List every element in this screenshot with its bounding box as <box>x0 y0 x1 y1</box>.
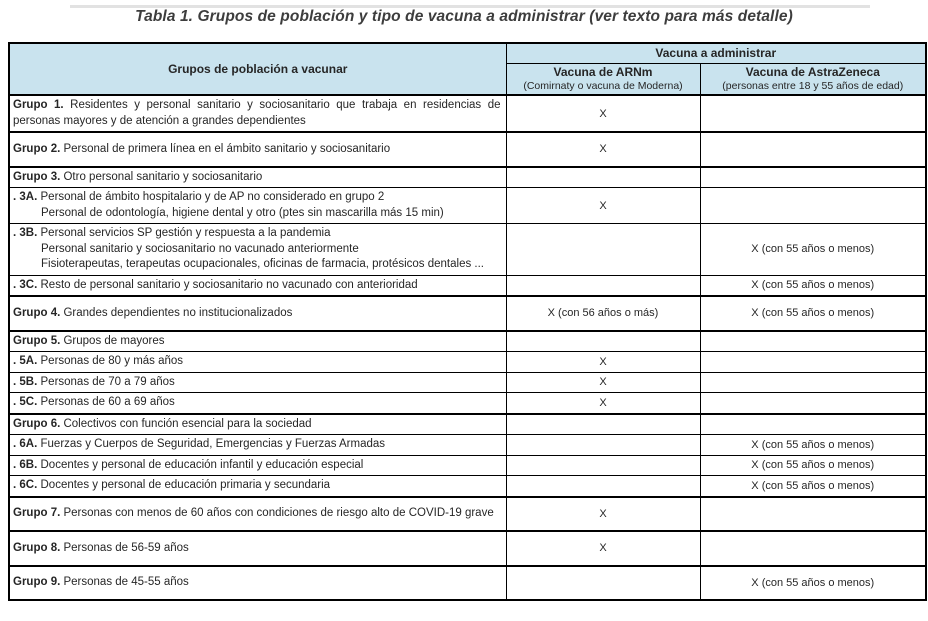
table-row-3a <box>9 188 926 224</box>
table-row-grupo2 <box>9 132 926 167</box>
group-text: Personas de 60 a 69 años <box>40 396 175 408</box>
group-text: Resto de personal sanitario y sociosanitario no vacunado con anterioridad <box>40 278 418 291</box>
group-cell <box>9 352 506 373</box>
group-text: Personas de 70 a 79 años <box>40 375 175 388</box>
group-text: Grandes dependientes no institucionalizados <box>63 306 293 319</box>
table-row-6a <box>9 435 926 456</box>
group-prefix: Grupo 9. <box>13 576 61 588</box>
group-prefix: Grupo 8. <box>13 541 61 554</box>
group-prefix: Grupo 6. <box>13 417 61 430</box>
az-cell <box>700 188 926 224</box>
az-cell: X (con 55 años o menos) <box>700 455 926 476</box>
arnm-cell <box>506 275 700 296</box>
group-prefix: . 5A. <box>13 355 38 367</box>
group-prefix: Grupo 5. <box>13 334 61 347</box>
group-cell <box>9 393 506 414</box>
group-prefix: Grupo 4. <box>13 306 61 319</box>
table-row-3c <box>9 275 926 296</box>
az-cell: X (con 55 años o menos) <box>700 566 926 601</box>
header-row-span <box>9 43 926 64</box>
arnm-cell: X <box>506 352 700 373</box>
arnm-cell: X <box>506 531 700 566</box>
arnm-cell <box>506 331 700 352</box>
group-prefix: . 3B. <box>13 227 38 239</box>
group-cell <box>9 455 506 476</box>
group-text: Fisioterapeutas, terapeutas ocupacionales, oficinas de farmacia, protésicos dentales ... <box>41 258 484 270</box>
az-cell <box>700 331 926 352</box>
table-title: Tabla 1. Grupos de población y tipo de vacuna a administrar (ver texto para más detalle) <box>135 8 793 25</box>
group-cell <box>9 95 506 132</box>
az-cell <box>700 132 926 167</box>
group-cell <box>9 497 506 532</box>
group-text: Personal de primera línea en el ámbito sanitario y sociosanitario <box>63 142 391 155</box>
arnm-cell: X <box>506 497 700 532</box>
group-text: Personas de 80 y más años <box>40 355 184 367</box>
table-row-grupo1 <box>9 95 926 132</box>
arnm-cell <box>506 167 700 188</box>
group-cell <box>9 531 506 566</box>
arnm-cell <box>506 224 700 276</box>
group-text: Docentes y personal de educación primaria y secundaria <box>40 479 331 491</box>
arnm-cell: X <box>506 372 700 393</box>
group-text: Personal servicios SP gestión y respuesta a la pandemia <box>40 227 331 239</box>
arnm-cell <box>506 435 700 456</box>
table-row-6b <box>9 455 926 476</box>
az-cell <box>700 352 926 373</box>
group-cell <box>9 566 506 601</box>
arnm-cell <box>506 455 700 476</box>
az-cell: X (con 55 años o menos) <box>700 296 926 331</box>
group-cell <box>9 435 506 456</box>
table-row-3b <box>9 224 926 276</box>
group-text: Personal de ámbito hospitalario y de AP no considerado en grupo 2 <box>40 191 385 203</box>
group-cell <box>9 167 506 188</box>
table-row-grupo4 <box>9 296 926 331</box>
table-row-grupo9 <box>9 566 926 601</box>
table-row-grupo6 <box>9 414 926 435</box>
header-az-note: (personas entre 18 y 55 años de edad) <box>722 80 904 92</box>
group-text: Personal sanitario y sociosanitario no vacunado anteriormente <box>41 242 359 255</box>
group-prefix: . 3C. <box>13 278 38 291</box>
table-row-5b <box>9 372 926 393</box>
group-text: Docentes y personal de educación infantil y educación especial <box>40 458 364 471</box>
arnm-cell: X <box>506 393 700 414</box>
header-az-title: Vacuna de AstraZeneca <box>745 65 880 79</box>
table-header <box>9 43 926 95</box>
group-text: Colectivos con función esencial para la sociedad <box>63 417 312 430</box>
group-prefix: . 3A. <box>13 191 38 203</box>
az-cell: X (con 55 años o menos) <box>700 476 926 497</box>
az-cell <box>700 531 926 566</box>
az-cell <box>700 393 926 414</box>
table-row-grupo8 <box>9 531 926 566</box>
header-arnm-note: (Comirnaty o vacuna de Moderna) <box>523 80 683 92</box>
group-prefix: Grupo 7. <box>13 507 61 519</box>
group-cell <box>9 224 506 276</box>
header-groups: Grupos de población a vacunar <box>9 43 506 95</box>
group-prefix: Grupo 3. <box>13 170 61 183</box>
arnm-cell: X (con 56 años o más) <box>506 296 700 331</box>
group-prefix: . 6C. <box>13 479 38 491</box>
header-az <box>700 64 926 96</box>
table-row-5a <box>9 352 926 373</box>
group-prefix: Grupo 2. <box>13 142 61 155</box>
group-cell <box>9 275 506 296</box>
group-cell <box>9 132 506 167</box>
az-cell <box>700 414 926 435</box>
group-prefix: . 6B. <box>13 458 38 471</box>
az-cell: X (con 55 años o menos) <box>700 435 926 456</box>
group-cell <box>9 476 506 497</box>
group-text: Otro personal sanitario y sociosanitario <box>63 170 263 183</box>
az-cell <box>700 497 926 532</box>
arnm-cell <box>506 566 700 601</box>
group-cell <box>9 331 506 352</box>
az-cell: X (con 55 años o menos) <box>700 275 926 296</box>
arnm-cell: X <box>506 95 700 132</box>
arnm-cell <box>506 476 700 497</box>
group-text: Residentes y personal sanitario y sociosanitario que trabaja en residencias de personas mayores y de atención a grandes dependientes <box>13 99 501 127</box>
az-cell <box>700 167 926 188</box>
arnm-cell <box>506 414 700 435</box>
group-prefix: . 5C. <box>13 396 38 408</box>
group-text: Personal de odontología, higiene dental y otro (ptes sin mascarilla más 15 min) <box>41 206 444 219</box>
group-prefix: Grupo 1. <box>13 99 64 111</box>
table-row-5c <box>9 393 926 414</box>
az-cell: X (con 55 años o menos) <box>700 224 926 276</box>
table-row-grupo5 <box>9 331 926 352</box>
header-arnm-title: Vacuna de ARNm <box>553 65 653 79</box>
group-cell <box>9 414 506 435</box>
group-text: Personas de 56-59 años <box>63 541 189 554</box>
table-row-grupo7 <box>9 497 926 532</box>
az-cell <box>700 95 926 132</box>
header-arnm <box>506 64 700 96</box>
table-body <box>9 95 926 600</box>
group-text: Grupos de mayores <box>63 334 165 347</box>
az-cell <box>700 372 926 393</box>
group-text: Personas con menos de 60 años con condiciones de riesgo alto de COVID-19 grave <box>63 507 494 519</box>
header-vaccine-span: Vacuna a administrar <box>506 43 926 64</box>
table-row-grupo3 <box>9 167 926 188</box>
group-cell <box>9 188 506 224</box>
group-prefix: . 5B. <box>13 375 38 388</box>
group-text: Fuerzas y Cuerpos de Seguridad, Emergencias y Fuerzas Armadas <box>40 438 386 450</box>
group-cell <box>9 372 506 393</box>
group-cell <box>9 296 506 331</box>
group-prefix: . 6A. <box>13 438 38 450</box>
table-row-6c <box>9 476 926 497</box>
arnm-cell: X <box>506 188 700 224</box>
group-text: Personas de 45-55 años <box>63 576 189 588</box>
arnm-cell: X <box>506 132 700 167</box>
vaccine-table <box>8 42 927 601</box>
